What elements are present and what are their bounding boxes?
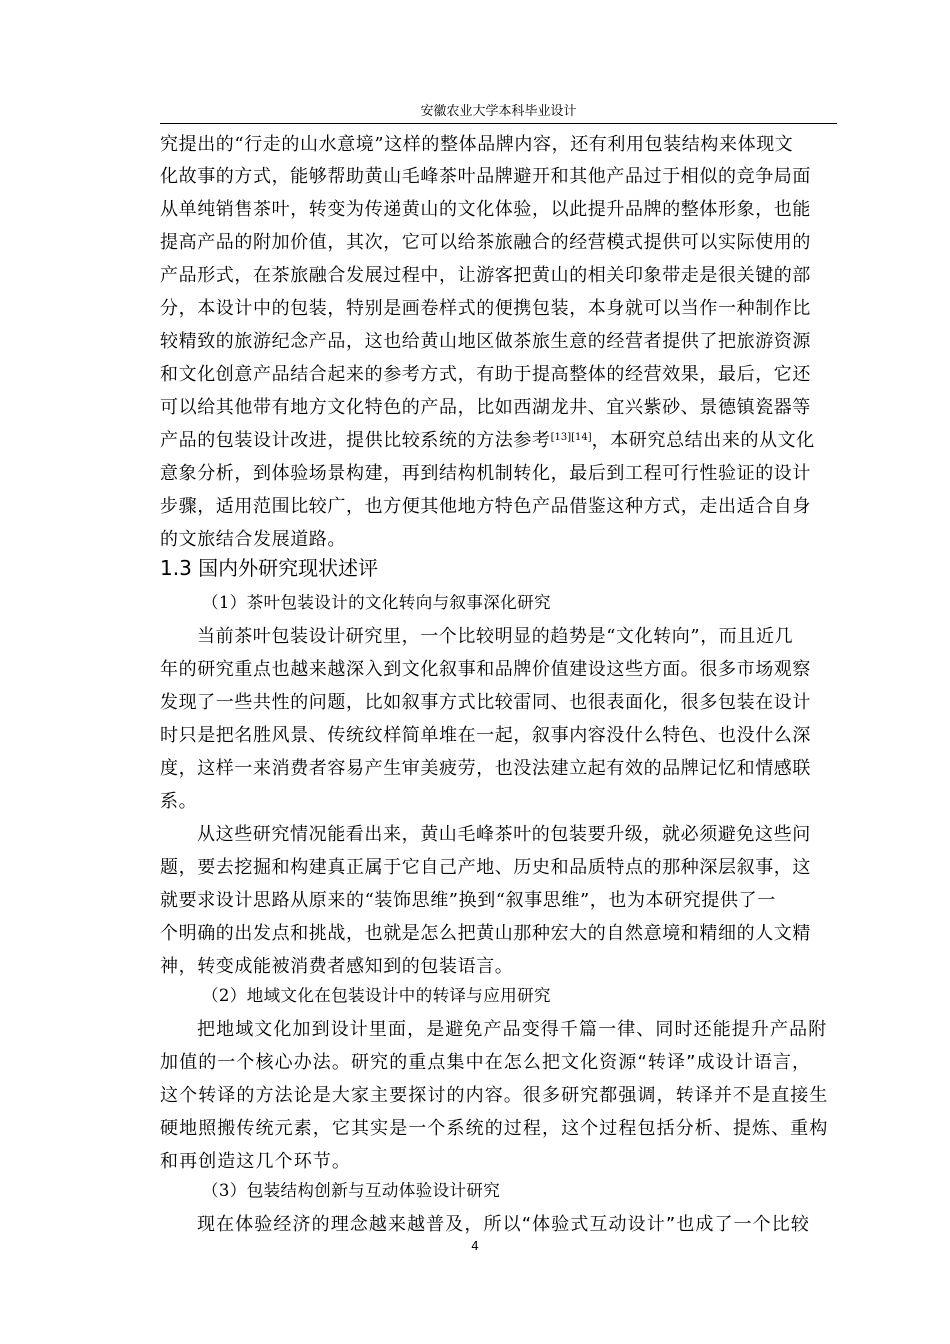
subsection-title: （1）茶叶包装设计的文化转向与叙事深化研究 [202, 593, 551, 612]
body-line: 产品形式，在茶旅融合发展过程中，让游客把黄山的相关印象带走是很关键的部 [160, 265, 811, 286]
body-line: 从单纯销售茶叶，转变为传递黄山的文化体验，以此提升品牌的整体形象，也能 [160, 199, 811, 220]
body-line: 这个转译的方法论是大家主要探讨的内容。很多研究都强调，转译并不是直接生 [160, 1085, 829, 1106]
body-line: 题，要去挖掘和构建真正属于它自己产地、历史和品质特点的那种深层叙事，这 [160, 857, 811, 878]
body-line: 和文化创意产品结合起来的参考方式，有助于提高整体的经营效果，最后，它还 [160, 364, 811, 385]
body-line: 个明确的出发点和挑战，也就是怎么把黄山那种宏大的自然意境和精细的人文精 [160, 923, 811, 944]
body-line: 时只是把名胜风景、传统纹样简单堆在一起，叙事内容没什么特色、也没什么深 [160, 725, 811, 746]
body-line: 神，转变成能被消费者感知到的包装语言。 [160, 956, 514, 977]
citation-reference[interactable]: [13][14] [550, 432, 592, 443]
body-line: 加值的一个核心办法。研究的重点集中在怎么把文化资源“转译”成设计语言， [160, 1052, 812, 1073]
subsection-title: （3）包装结构创新与互动体验设计研究 [202, 1181, 501, 1200]
section-heading: 1.3 国内外研究现状述评 [160, 556, 379, 580]
body-text: 产品的包装设计改进，提供比较系统的方法参考 [160, 430, 551, 451]
page-number: 4 [471, 1239, 479, 1253]
body-line: 硬地照搬传统元素，它其实是一个系统的过程，这个过程包括分析、提炼、重构 [160, 1118, 829, 1139]
body-line: 系。 [160, 791, 198, 812]
body-line: 发现了一些共性的问题，比如叙事方式比较雷同、也很表面化，很多包装在设计 [160, 692, 811, 713]
running-header: 安徽农业大学本科毕业设计 [420, 104, 577, 119]
header-rule [160, 123, 837, 124]
body-line: 年的研究重点也越来越深入到文化叙事和品牌价值建设这些方面。很多市场观察 [160, 659, 811, 680]
body-line: 意象分析，到体验场景构建，再到结构机制转化，最后到工程可行性验证的设计 [160, 463, 811, 484]
body-line: 较精致的旅游纪念产品，这也给黄山地区做茶旅生意的经营者提供了把旅游资源 [160, 331, 811, 352]
body-line: 化故事的方式，能够帮助黄山毛峰茶叶品牌避开和其他产品过于相似的竞争局面 [160, 166, 811, 187]
body-line: 从这些研究情况能看出来，黄山毛峰茶叶的包装要升级，就必须避免这些问 [197, 824, 811, 845]
body-line: 究提出的“行走的山水意境”这样的整体品牌内容，还有利用包装结构来体现文 [160, 134, 794, 155]
body-line: 可以给其他带有地方文化特色的产品，比如西湖龙井、宜兴紫砂、景德镇瓷器等 [160, 397, 811, 418]
body-line: 现在体验经济的理念越来越普及，所以“体验式互动设计”也成了一个比较 [197, 1214, 810, 1235]
body-line-with-citation [160, 429, 840, 453]
body-line: 分，本设计中的包装，特别是画卷样式的便携包装，本身就可以当作一种制作比 [160, 298, 811, 319]
body-line: 提高产品的附加价值，其次，它可以给茶旅融合的经营模式提供可以实际使用的 [160, 232, 811, 253]
body-text: ，本研究总结出来的从文化 [591, 430, 815, 451]
body-line: 的文旅结合发展道路。 [160, 529, 346, 550]
subsection-title: （2）地域文化在包装设计中的转译与应用研究 [202, 986, 551, 1005]
body-line: 就要求设计思路从原来的“装饰思维”换到“叙事思维”，也为本研究提供了一 [160, 890, 776, 911]
body-line: 度，这样一来消费者容易产生审美疲劳，也没法建立起有效的品牌记忆和情感联 [160, 758, 811, 779]
body-line: 和再创造这几个环节。 [160, 1151, 351, 1172]
body-line: 步骤，适用范围比较广，也方便其他地方特色产品借鉴这种方式，走出适合自身 [160, 496, 811, 517]
body-line: 把地域文化加到设计里面，是避免产品变得千篇一律、同时还能提升产品附 [197, 1019, 828, 1040]
body-line: 当前茶叶包装设计研究里，一个比较明显的趋势是“文化转向”，而且近几 [197, 626, 794, 647]
